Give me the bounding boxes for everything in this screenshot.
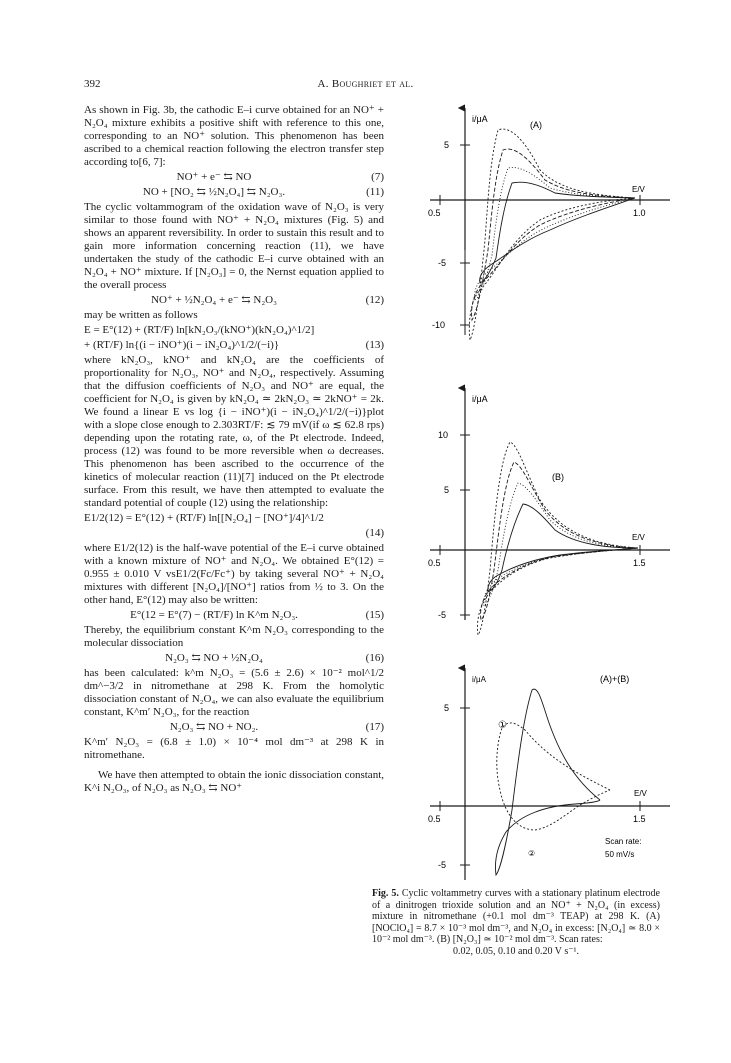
cv-curve-2 <box>497 723 610 830</box>
equation-7: NO⁺ + e⁻ ⇆ NO (7) <box>176 171 384 183</box>
x-axis-label: E/V <box>632 533 645 542</box>
curve-label: ② <box>528 849 536 858</box>
y-axis-label: i/μA <box>472 394 488 404</box>
paragraph: K^m′ N₂O₃ = (6.8 ± 1.0) × 10⁻⁴ mol dm⁻³ at 298 K in nitromethane. <box>84 736 384 761</box>
cv-curve <box>480 182 635 283</box>
y-tick-label: -10 <box>432 320 446 330</box>
cv-curve <box>472 149 635 320</box>
paragraph: may be written as follows <box>84 309 198 321</box>
x-tick-label: 0.5 <box>428 558 441 568</box>
caption-title: Fig. 5. <box>372 888 399 899</box>
y-tick-label: 10 <box>438 430 449 440</box>
panel-b <box>428 388 670 635</box>
cv-curve <box>488 504 638 592</box>
y-tick-label: -5 <box>438 860 447 870</box>
panel-label: (A) <box>530 120 542 130</box>
cv-curve <box>469 129 635 340</box>
equation-11: NO + [NO₂ ⇆ ½N₂O₄] ⇆ N₂O₃. (11) <box>142 186 384 198</box>
panel-a <box>428 108 670 340</box>
cv-curve <box>477 442 638 635</box>
equation-13-line-1: E = E°(12) + (RT/F) ln[kN₂O₃/(kNO⁺)(kN₂O₄)^1/2] <box>84 324 315 336</box>
y-axis-label: i/μA <box>472 114 488 124</box>
paragraph: where kN₂O₃, kNO⁺ and kN₂O₄ are the coefficients of proportionality for N₂O₃, NO⁺ and N₂O₄, respectively. Assuming that the diffusion coefficients of N₂O₃ and NO⁺ are equal, the coefficient for N₂O₄ is given by kN₂O₄ ≃ 2kN₂O₃ ≃ 2kNO⁺ = 2k. We found a linear E vs log {i − iNO⁺)(i − iN₂O₄)^1/2/(−i)}plot with a slope close enough to 2.303RT/F: ≲ 79 mV(if ω ≲ 62.8 rps) depending upon the rotating rate, ω, of the Pt electrode. Indeed, process (12) was found to be more reversible when ω decreases. This phenomenon has been ascribed to the occurrence of the kinetics of molecular reaction (11)[7] induced on the Pt electrode surface. From this result, we have then attempted to evaluate the standard potential of couple (12) using the relationship: <box>84 354 384 509</box>
curve-label: ① <box>498 720 507 731</box>
paragraph: We have then attempted to obtain the ionic dissociation constant, K^i N₂O₃, of N₂O₃ as N₂O₃ ⇆ NO⁺ <box>84 769 384 794</box>
cv-curve <box>481 462 638 620</box>
y-tick-label: -5 <box>438 258 447 268</box>
scan-rate-value: 50 mV/s <box>605 850 635 859</box>
equation-14: E1/2(12) = E°(12) + (RT/F) ln[[N₂O₄] − [NO⁺]/4]^1/2 <box>84 512 324 524</box>
x-axis-label: E/V <box>634 789 647 798</box>
cv-curve <box>475 167 635 300</box>
paragraph: Thereby, the equilibrium constant K^m N₂O₃ corresponding to the molecular dissociation <box>84 624 384 649</box>
x-tick-label: 0.5 <box>428 814 441 824</box>
paragraph: The cyclic voltammogram of the oxidation wave of N₂O₃ is very similar to those found with NO⁺ + N₂O₄ mixtures (Fig. 5) and shows an apparent reversibility. In order to sustain this result and to gain more information concerning reaction (11), we have undertaken the study of the cathodic E–i curve obtained with an N₂O₄ + NO⁺ mixture. If [N₂O₃] = 0, the Nernst equation applied to the overall process <box>84 201 384 291</box>
y-axis-label: i/μA <box>472 675 486 684</box>
cv-curve-1 <box>495 689 600 875</box>
equation-13-line-2: + (RT/F) ln{(i − iNO⁺)(i − iN₂O₄)^1/2/(−i)} (13) <box>84 339 384 351</box>
x-tick-label: 1.0 <box>633 208 646 218</box>
paragraph: where E1/2(12) is the half-wave potential of the E–i curve obtained with a known mixture of NO⁺ and N₂O₄. We obtained E°(12) = 0.955 ± 0.010 V vsE1/2(Fc/Fc⁺) by taking several NO⁺ + N₂O₄ mixtures with different [N₂O₄]/[NO⁺] ratios from ½ to 3. On the other hand, E°(12) may also be written: <box>84 542 384 606</box>
y-tick-label: 5 <box>444 703 450 713</box>
text-column <box>84 104 384 795</box>
x-axis-label: E/V <box>632 185 645 194</box>
figure-5 <box>400 100 700 880</box>
caption-text: Cyclic voltammetry curves with a stationary platinum electrode of a dinitrogen trioxide solution and an NO⁺ + N₂O₄ (in excess) mixture in nitromethane (+0.1 mol dm⁻³ TEAP) at 298 K. (A) [NOClO₄] = 8.7 × 10⁻³ mol dm⁻³, and N₂O₄ in excess: [N₂O₄] ≃ 8.0 × 10⁻² mol dm⁻³. (B) [N₂O₃] ≃ 10⁻² mol dm⁻³. Scan rates: <box>372 888 660 945</box>
equation-17: N₂O₃ ⇆ NO + NO₂. (17) <box>169 721 384 733</box>
paragraph: As shown in Fig. 3b, the cathodic E–i curve obtained for an NO⁺ + N₂O₄ mixture exhibits a positive shift with reference to this one, corresponding to an NO⁺ solution. This phenomenon has been ascribed to a chemical reaction following the electron transfer step according to[6, 7]: <box>84 104 384 168</box>
scan-rate-label: Scan rate: <box>605 837 642 846</box>
x-tick-label: 0.5 <box>428 208 441 218</box>
caption-last-line: 0.02, 0.05, 0.10 and 0.20 V s⁻¹. <box>453 945 579 957</box>
panel-label: (A)+(B) <box>600 674 630 684</box>
panel-c <box>428 668 670 880</box>
figure-caption <box>372 888 660 957</box>
equation-15: E°(12 = E°(7) − (RT/F) ln K^m N₂O₃. (15) <box>130 609 384 621</box>
y-tick-label: 5 <box>444 485 450 495</box>
x-tick-label: 1.5 <box>633 814 646 824</box>
panel-label: (B) <box>552 472 564 482</box>
x-tick-label: 1.5 <box>633 558 646 568</box>
running-header-authors: A. Boughriet et al. <box>317 78 414 90</box>
equation-12: NO⁺ + ½N₂O₄ + e⁻ ⇆ N₂O₃ (12) <box>151 294 384 306</box>
paragraph: has been calculated: k^m N₂O₃ = (5.6 ± 2.6) × 10⁻² mol^1/2 dm^−3/2 in nitromethane at 298 K. From the homolytic dissociation constant of N₂O₄, we can also evaluate the equilibrium constant, K^m′ N₂O₃, for the reaction <box>84 667 384 718</box>
cv-curve <box>484 483 638 606</box>
y-tick-label: -5 <box>438 610 447 620</box>
y-tick-label: 5 <box>444 140 450 150</box>
page-number: 392 <box>84 78 101 90</box>
equation-16: N₂O₃ ⇆ NO + ½N₂O₄ (16) <box>165 652 384 664</box>
equation-14-number: (14) <box>365 527 384 539</box>
